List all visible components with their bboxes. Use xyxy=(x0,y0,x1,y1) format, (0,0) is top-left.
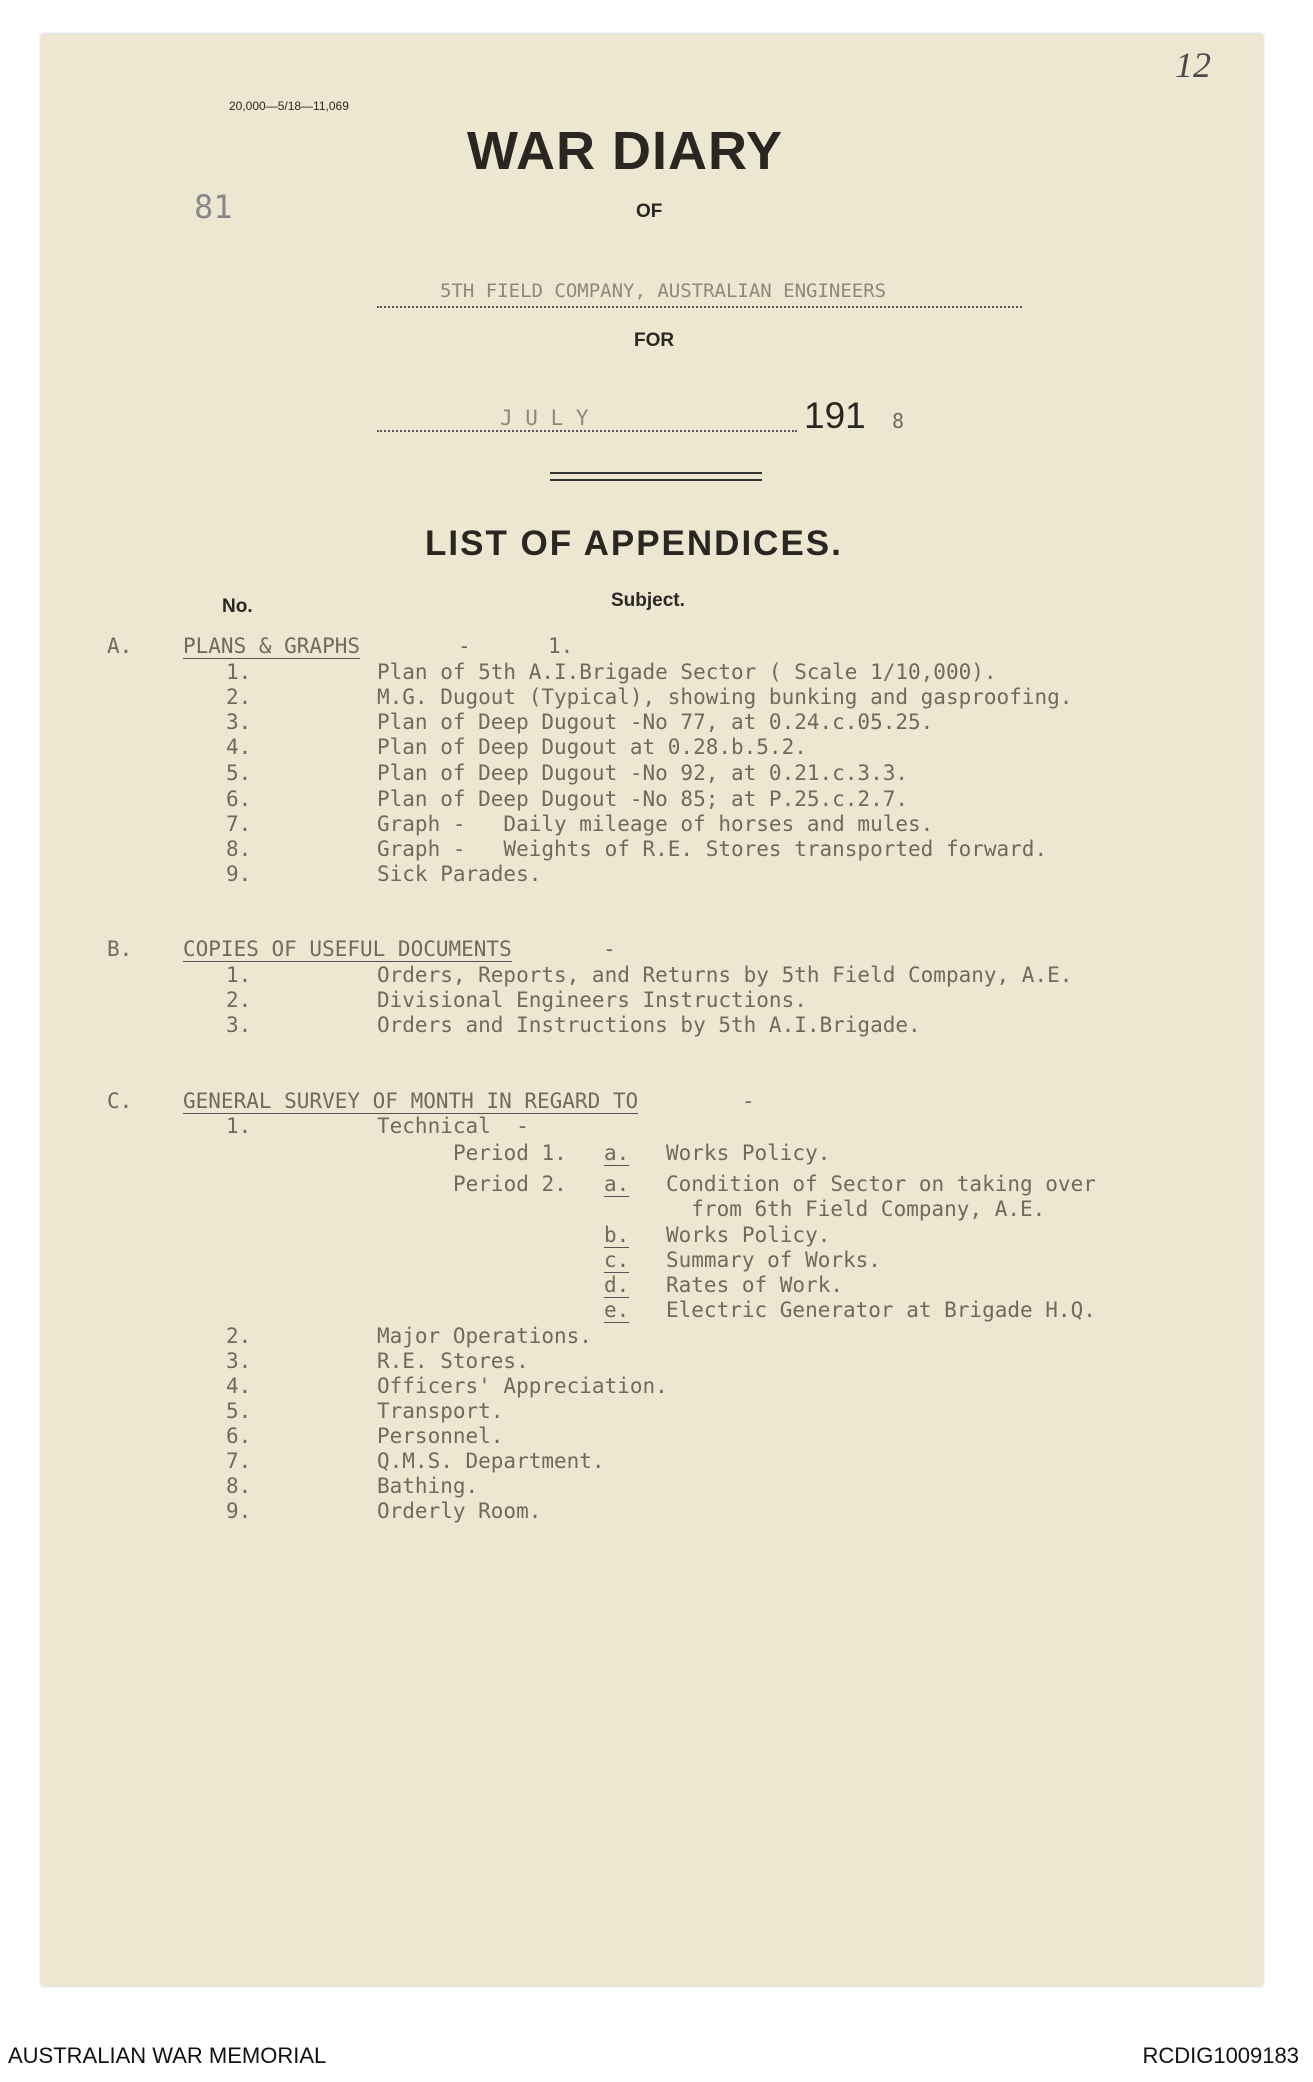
period-2-sub-letter: a. xyxy=(604,1172,630,1196)
period-2-sub-text: Condition of Sector on taking over xyxy=(666,1172,1096,1196)
document-title: WAR DIARY xyxy=(467,121,783,181)
c-item-num: 7. xyxy=(226,1449,252,1473)
c-item-num: 1. xyxy=(226,1114,252,1138)
a-item-text: Graph - Weights of R.E. Stores transported forward. xyxy=(377,837,1048,861)
year-typed: 8 xyxy=(892,409,905,433)
footer-source: AUSTRALIAN WAR MEMORIAL xyxy=(8,2043,327,2068)
a-item-text: Graph - Daily mileage of horses and mules. xyxy=(377,812,934,836)
a-item-num: 2. xyxy=(226,685,252,709)
period-2-sub-text: Works Policy. xyxy=(666,1223,831,1247)
section-c-heading: GENERAL SURVEY OF MONTH IN REGARD TO xyxy=(183,1089,639,1113)
period-1-sub-letter: a. xyxy=(604,1141,630,1165)
section-a-heading: PLANS & GRAPHS xyxy=(183,634,361,658)
period-1-sub-text: Works Policy. xyxy=(666,1141,831,1165)
year-printed: 191 xyxy=(804,395,866,436)
b-item-num: 2. xyxy=(226,988,252,1012)
c-item-text: Bathing. xyxy=(377,1474,479,1498)
b-item-num: 3. xyxy=(226,1013,252,1037)
for-label: FOR xyxy=(634,330,675,351)
c-item-text: R.E. Stores. xyxy=(377,1349,529,1373)
c-item-num: 6. xyxy=(226,1424,252,1448)
period-2-sub-text: Summary of Works. xyxy=(666,1248,881,1272)
c-item-num: 3. xyxy=(226,1349,252,1373)
c-item-num: 8. xyxy=(226,1474,252,1498)
of-label: OF xyxy=(636,201,663,222)
c-item-text: Q.M.S. Department. xyxy=(377,1449,605,1473)
a-item-num: 6. xyxy=(226,787,252,811)
c-item-text: Personnel. xyxy=(377,1424,504,1448)
section-a-heading-number: 1. xyxy=(548,634,574,658)
b-item-num: 1. xyxy=(226,963,252,987)
a-item-text: Plan of Deep Dugout at 0.28.b.5.2. xyxy=(377,735,807,759)
period-2-sub-letter: d. xyxy=(604,1273,630,1297)
period-2-sub-text: Electric Generator at Brigade H.Q. xyxy=(666,1298,1096,1322)
period-2-sub-letter: b. xyxy=(604,1223,630,1247)
unit-dotted-line xyxy=(377,306,1022,308)
section-b-letter: B. xyxy=(107,937,133,961)
footer-record-id: RCDIG1009183 xyxy=(1142,2043,1299,2068)
c-item-num: 9. xyxy=(226,1499,252,1523)
a-item-num: 3. xyxy=(226,710,252,734)
c-item-num: 5. xyxy=(226,1399,252,1423)
section-b-heading: COPIES OF USEFUL DOCUMENTS xyxy=(183,937,512,961)
b-item-text: Orders, Reports, and Returns by 5th Field Company, A.E. xyxy=(377,963,1073,987)
period-2-label: Period 2. xyxy=(453,1172,567,1196)
a-item-text: Plan of Deep Dugout -No 77, at 0.24.c.05.25. xyxy=(377,710,934,734)
month-dotted-line xyxy=(377,430,797,432)
column-subject-header: Subject. xyxy=(611,590,685,611)
month: J U L Y xyxy=(500,406,589,430)
period-2-sub-text: Rates of Work. xyxy=(666,1273,844,1297)
section-c-letter: C. xyxy=(107,1089,133,1113)
a-item-text: Sick Parades. xyxy=(377,862,542,886)
c-item-text: Major Operations. xyxy=(377,1324,592,1348)
period-1-label: Period 1. xyxy=(453,1141,567,1165)
section-a-letter: A. xyxy=(107,634,133,658)
double-rule xyxy=(550,472,762,481)
a-item-text: Plan of Deep Dugout -No 85; at P.25.c.2.7. xyxy=(377,787,909,811)
page-number: 12 xyxy=(1175,45,1211,85)
b-item-text: Divisional Engineers Instructions. xyxy=(377,988,807,1012)
period-2-sub-text: from 6th Field Company, A.E. xyxy=(666,1197,1046,1221)
c-item-text: Technical - xyxy=(377,1114,529,1138)
c-item-text: Transport. xyxy=(377,1399,504,1423)
print-code: 20,000—5/18—11,069 xyxy=(229,99,349,113)
a-item-text: Plan of Deep Dugout -No 92, at 0.21.c.3.3. xyxy=(377,761,909,785)
a-item-num: 8. xyxy=(226,837,252,861)
b-item-text: Orders and Instructions by 5th A.I.Brigade. xyxy=(377,1013,921,1037)
appendices-title: LIST OF APPENDICES. xyxy=(425,524,843,563)
c-item-text: Orderly Room. xyxy=(377,1499,542,1523)
period-2-sub-letter: c. xyxy=(604,1248,630,1272)
a-item-num: 7. xyxy=(226,812,252,836)
c-item-num: 2. xyxy=(226,1324,252,1348)
column-no-header: No. xyxy=(222,596,253,617)
c-item-num: 4. xyxy=(226,1374,252,1398)
a-item-text: M.G. Dugout (Typical), showing bunking and gasproofing. xyxy=(377,685,1073,709)
a-item-text: Plan of 5th A.I.Brigade Sector ( Scale 1/10,000). xyxy=(377,660,997,684)
section-a-dash: - xyxy=(458,634,471,658)
a-item-num: 5. xyxy=(226,761,252,785)
section-b-dash: - xyxy=(603,937,616,961)
c-item-text: Officers' Appreciation. xyxy=(377,1374,668,1398)
a-item-num: 4. xyxy=(226,735,252,759)
a-item-num: 1. xyxy=(226,660,252,684)
unit-name: 5TH FIELD COMPANY, AUSTRALIAN ENGINEERS xyxy=(440,280,887,302)
reference-number: 81 xyxy=(194,188,233,226)
a-item-num: 9. xyxy=(226,862,252,886)
section-c-dash: - xyxy=(742,1089,755,1113)
period-2-sub-letter: e. xyxy=(604,1298,630,1322)
